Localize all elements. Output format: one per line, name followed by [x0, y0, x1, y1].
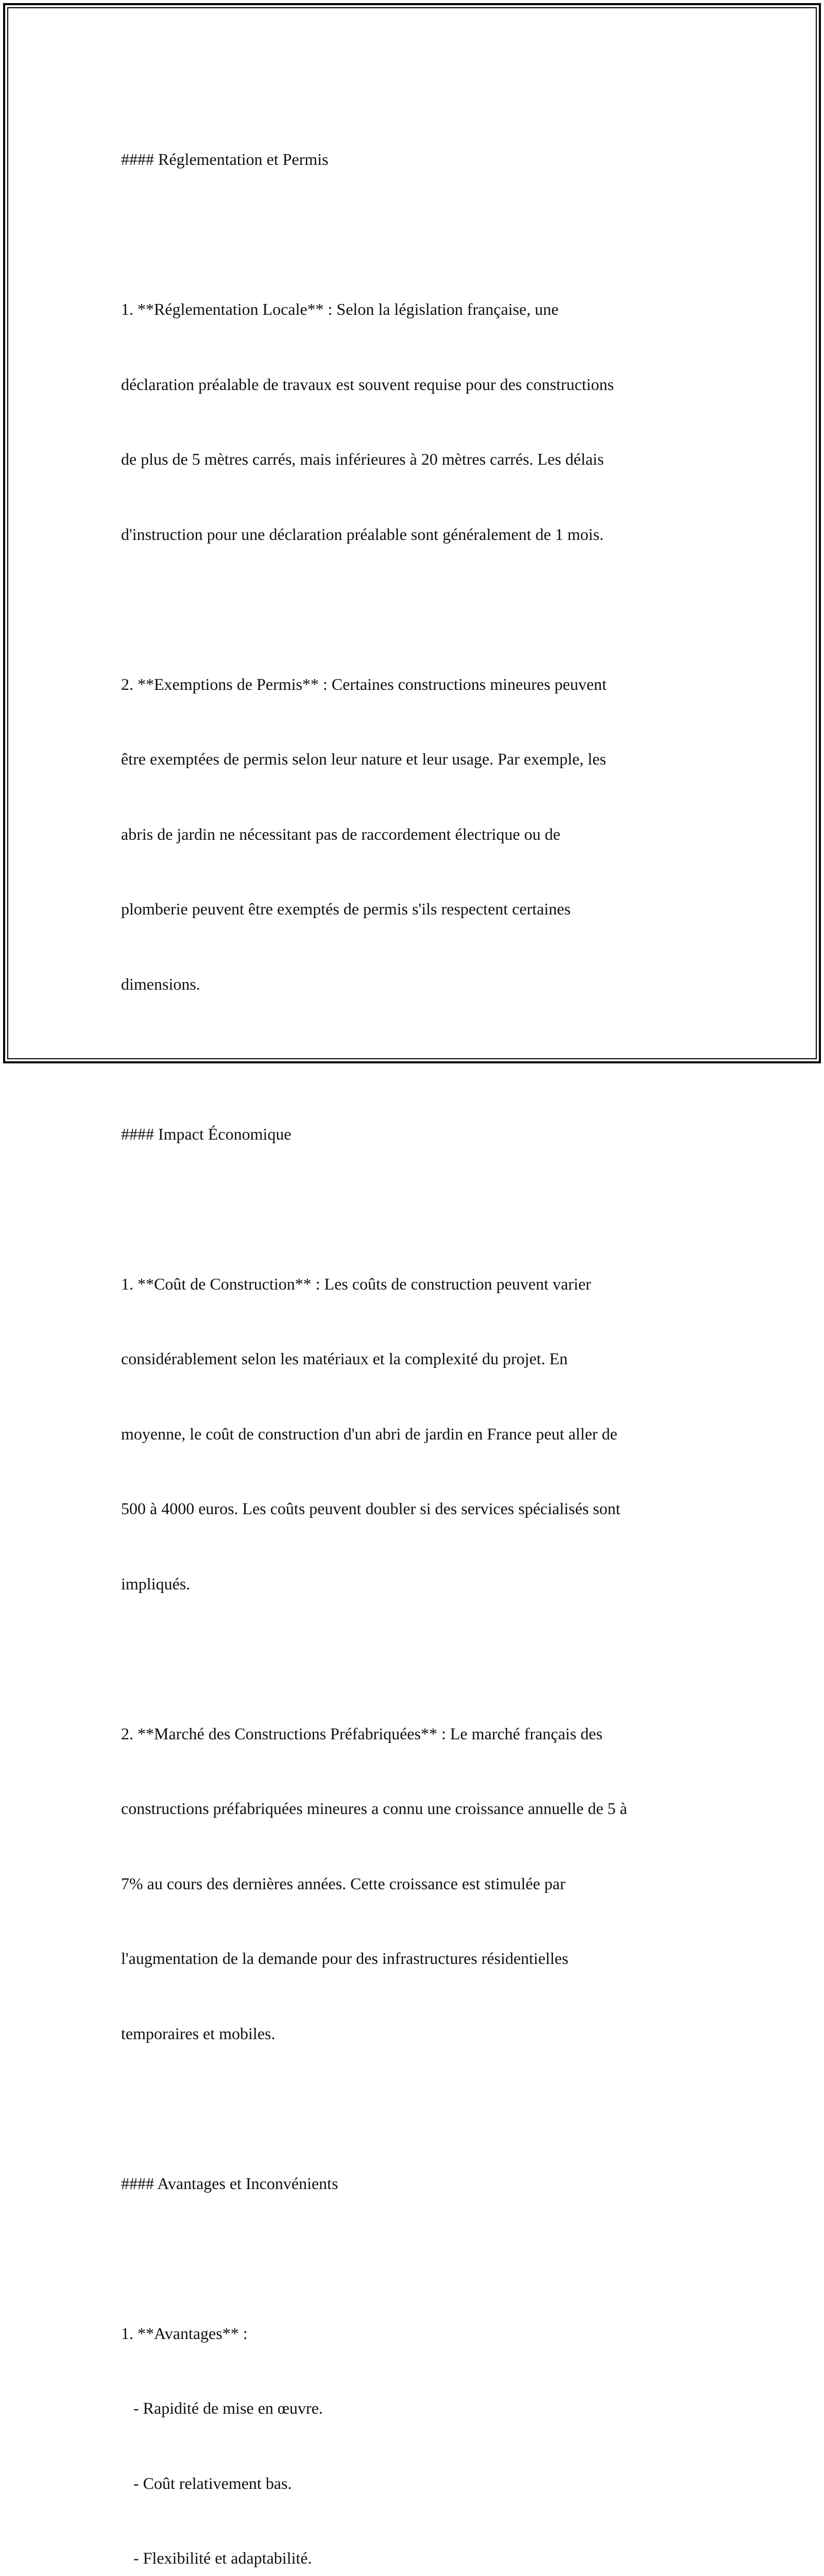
list-item: - Flexibilité et adaptabilité.	[121, 2546, 708, 2571]
paragraph-line: temporaires et mobiles.	[121, 2021, 708, 2046]
paragraph-line: 500 à 4000 euros. Les coûts peuvent doubler si des services spécialisés sont	[121, 1496, 708, 1521]
paragraph-line: considérablement selon les matériaux et la complexité du projet. En	[121, 1346, 708, 1371]
paragraph	[121, 2271, 708, 2576]
list-item: - Coût relativement bas.	[121, 2471, 708, 2496]
paragraph-line: abris de jardin ne nécessitant pas de raccordement électrique ou de	[121, 822, 708, 847]
paragraph-line: déclaration préalable de travaux est souvent requise pour des constructions	[121, 372, 708, 397]
paragraph-line: 2. **Exemptions de Permis** : Certaines constructions mineures peuvent	[121, 672, 708, 697]
paragraph-line: être exemptées de permis selon leur nature et leur usage. Par exemple, les	[121, 747, 708, 772]
paragraph-line: 7% au cours des dernières années. Cette croissance est stimulée par	[121, 1871, 708, 1896]
paragraph-line: 1. **Réglementation Locale** : Selon la législation française, une	[121, 297, 708, 322]
section-heading: #### Réglementation et Permis	[121, 97, 708, 222]
section-heading: #### Impact Économique	[121, 1072, 708, 1197]
paragraph-line: moyenne, le coût de construction d'un abri de jardin en France peut aller de	[121, 1421, 708, 1447]
paragraph-line: 1. **Avantages** :	[121, 2321, 708, 2346]
paragraph	[121, 1222, 708, 1647]
paragraph-line: constructions préfabriquées mineures a connu une croissance annuelle de 5 à	[121, 1796, 708, 1821]
paragraph-line: plomberie peuvent être exemptés de permis s'ils respectent certaines	[121, 896, 708, 922]
paragraph-line: de plus de 5 mètres carrés, mais inférieures à 20 mètres carrés. Les délais	[121, 447, 708, 472]
paragraph-line: d'instruction pour une déclaration préalable sont généralement de 1 mois.	[121, 522, 708, 547]
paragraph-line: dimensions.	[121, 972, 708, 997]
list-item: - Rapidité de mise en œuvre.	[121, 2396, 708, 2421]
paragraph-line: impliqués.	[121, 1571, 708, 1597]
paragraph-line: 1. **Coût de Construction** : Les coûts de construction peuvent varier	[121, 1272, 708, 1297]
paragraph	[121, 622, 708, 1047]
paragraph-line: 2. **Marché des Constructions Préfabriquées** : Le marché français des	[121, 1721, 708, 1747]
document-body	[121, 97, 708, 2576]
paragraph	[121, 1671, 708, 2096]
paragraph-line: l'augmentation de la demande pour des infrastructures résidentielles	[121, 1946, 708, 1971]
section-heading: #### Avantages et Inconvénients	[121, 2121, 708, 2246]
paragraph	[121, 247, 708, 597]
